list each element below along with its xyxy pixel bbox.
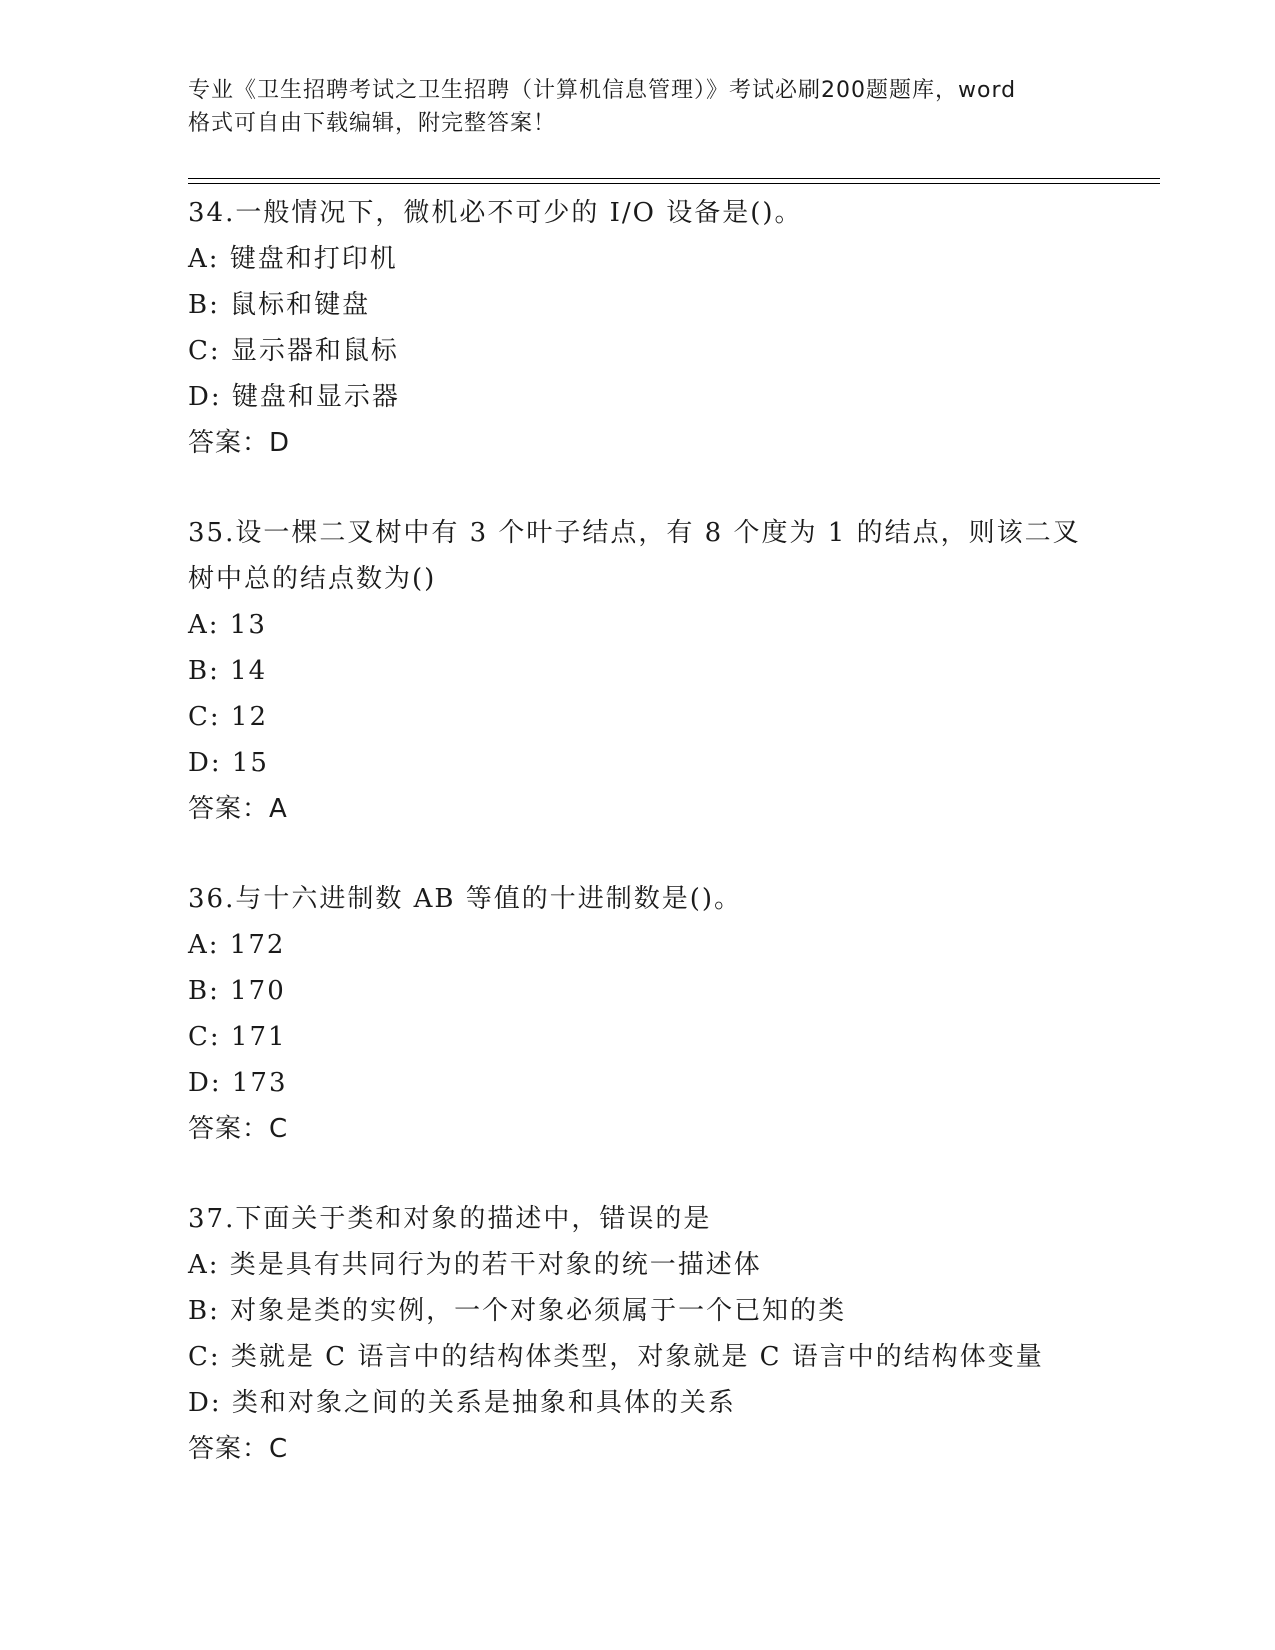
option-a: A: 172 <box>188 930 286 960</box>
option-c: C: 12 <box>188 702 269 732</box>
question-35 <box>188 510 1088 832</box>
answer: 答案：D <box>188 428 291 458</box>
header-line-2: 格式可自由下载编辑，附完整答案！ <box>188 111 557 136</box>
question-37 <box>188 1196 1088 1472</box>
header-divider-top <box>188 178 1160 179</box>
option-c: C: 显示器和鼠标 <box>188 336 399 366</box>
question-stem: 37.下面关于类和对象的描述中，错误的是 <box>188 1204 712 1234</box>
option-d: D: 173 <box>188 1068 288 1098</box>
question-stem-continued: 树中总的结点数为() <box>188 564 437 594</box>
option-b: B: 鼠标和键盘 <box>188 290 371 320</box>
question-34 <box>188 190 1088 466</box>
header-divider-bottom <box>188 183 1160 184</box>
header-line-1: 专业《卫生招聘考试之卫生招聘（计算机信息管理）》考试必刷200题题库，word <box>188 78 1017 103</box>
answer: 答案：A <box>188 794 288 824</box>
option-d: D: 键盘和显示器 <box>188 382 400 412</box>
option-d: D: 类和对象之间的关系是抽象和具体的关系 <box>188 1388 736 1418</box>
option-b: B: 14 <box>188 656 268 686</box>
option-a: A: 键盘和打印机 <box>188 244 398 274</box>
question-stem: 34.一般情况下，微机必不可少的 I/O 设备是()。 <box>188 198 803 228</box>
option-a: A: 13 <box>188 610 267 640</box>
document-header <box>188 74 1088 140</box>
option-d: D: 15 <box>188 748 269 778</box>
option-c: C: 171 <box>188 1022 287 1052</box>
option-b: B: 170 <box>188 976 286 1006</box>
question-stem: 35.设一棵二叉树中有 3 个叶子结点，有 8 个度为 1 的结点，则该二叉 <box>188 518 1081 548</box>
option-b: B: 对象是类的实例，一个对象必须属于一个已知的类 <box>188 1296 847 1326</box>
option-a: A: 类是具有共同行为的若干对象的统一描述体 <box>188 1250 762 1280</box>
answer: 答案：C <box>188 1434 289 1464</box>
question-stem: 36.与十六进制数 AB 等值的十进制数是()。 <box>188 884 743 914</box>
answer: 答案：C <box>188 1114 289 1144</box>
option-c: C: 类就是 C 语言中的结构体类型，对象就是 C 语言中的结构体变量 <box>188 1342 1044 1372</box>
question-36 <box>188 876 1088 1152</box>
